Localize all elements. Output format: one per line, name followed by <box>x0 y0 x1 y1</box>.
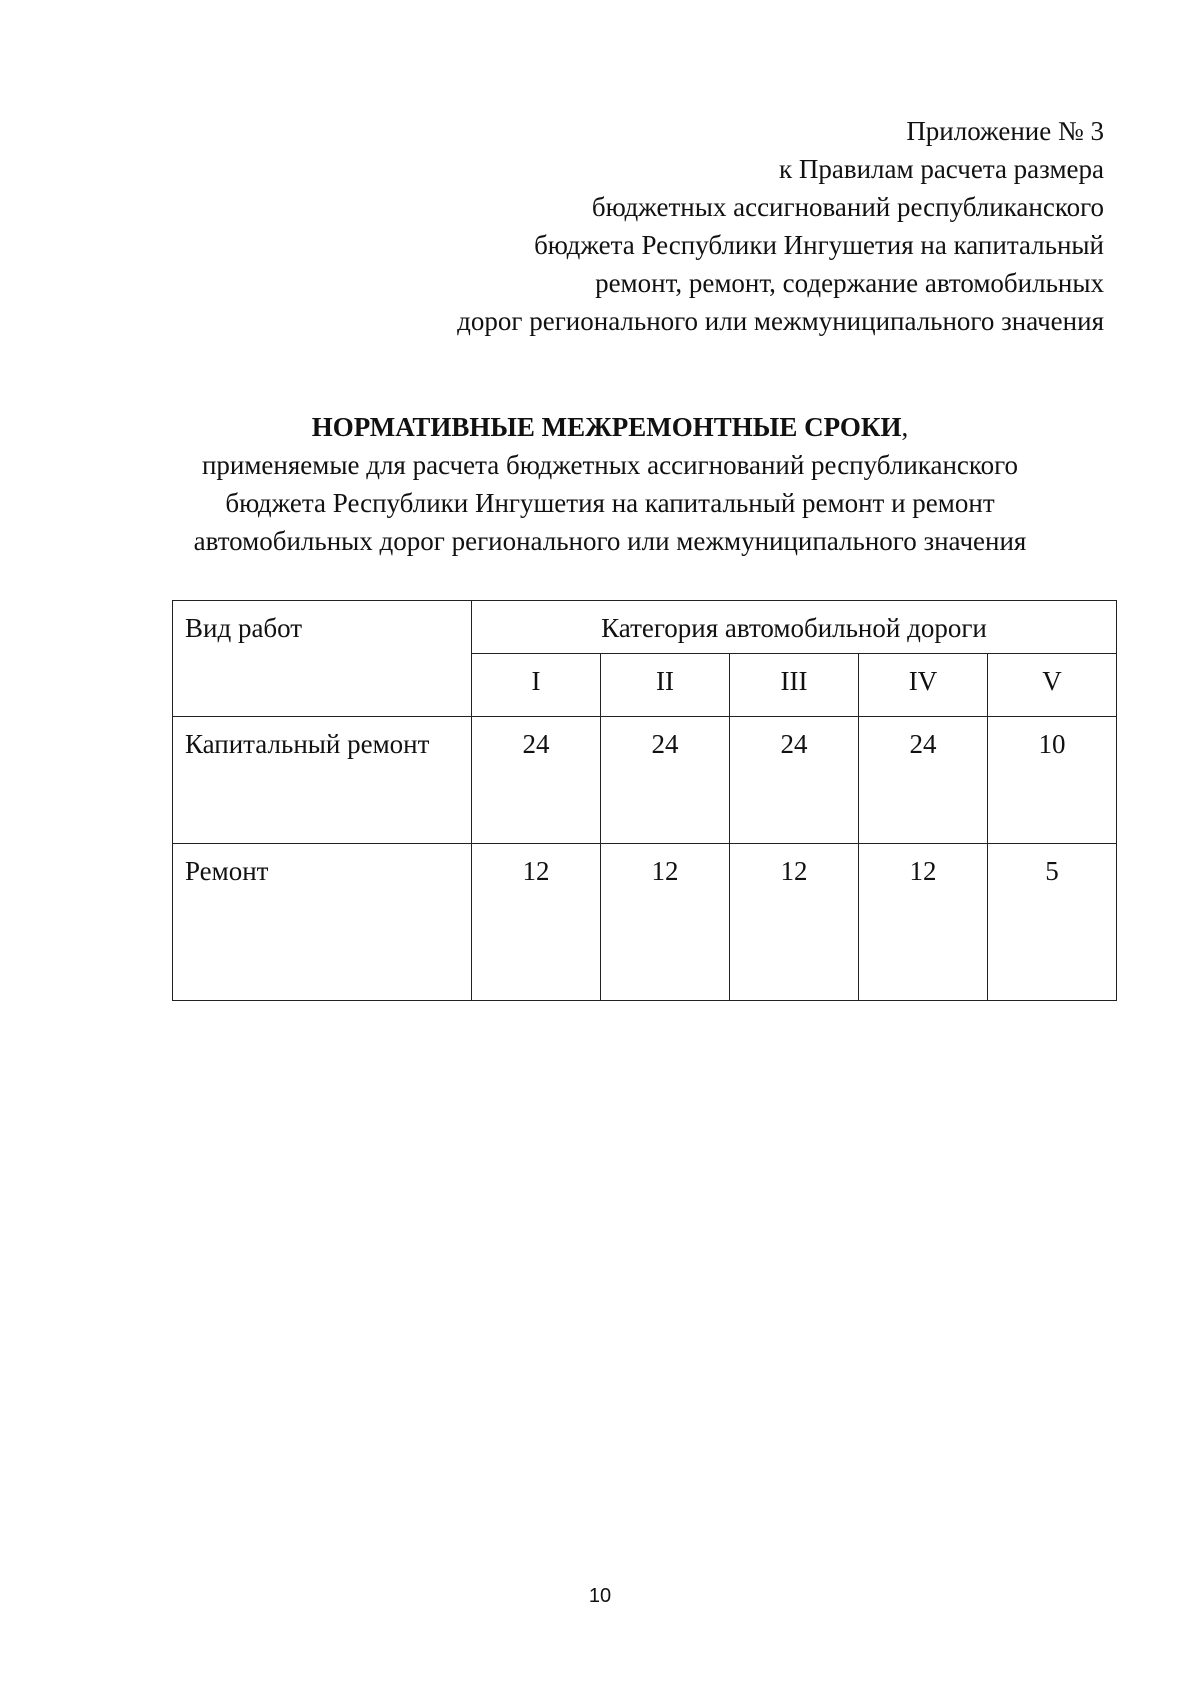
work-type-label: Ремонт <box>185 856 269 886</box>
appendix-line: ремонт, ремонт, содержание автомобильных <box>595 268 1104 298</box>
cell-work-type <box>173 844 472 1001</box>
header-cell-category-i <box>472 654 601 717</box>
appendix-line: Приложение № 3 <box>906 116 1104 146</box>
category-label: I <box>531 666 541 696</box>
value-text: 12 <box>522 856 550 886</box>
subtitle-line: автомобильных дорог регионального или межмуниципального значения <box>193 526 1027 556</box>
header-category-label: Категория автомобильной дороги <box>601 613 987 643</box>
subtitle-line: бюджета Республики Ингушетия на капитальный ремонт и ремонт <box>225 488 995 518</box>
appendix-line: бюджета Республики Ингушетия на капитальный <box>534 230 1104 260</box>
page-number: 10 <box>588 1585 612 1607</box>
value-text: 5 <box>1045 856 1059 886</box>
document-title-text: НОРМАТИВНЫЕ МЕЖРЕМОНТНЫЕ СРОКИ <box>311 412 902 442</box>
category-label: IV <box>908 666 938 696</box>
value-text: 12 <box>780 856 808 886</box>
appendix-line: к Правилам расчета размера <box>778 154 1104 184</box>
document-title-block <box>150 408 1070 560</box>
value-text: 12 <box>909 856 937 886</box>
cell-value <box>730 844 859 1001</box>
header-cell-category-iii <box>730 654 859 717</box>
table-row <box>173 844 1117 1001</box>
value-text: 24 <box>909 729 937 759</box>
cell-value <box>601 844 730 1001</box>
cell-work-type <box>173 717 472 844</box>
category-label: II <box>656 666 674 696</box>
appendix-header <box>457 112 1104 340</box>
header-cell-work-type <box>173 601 472 717</box>
document-title-comma: , <box>901 412 909 442</box>
cell-value <box>988 717 1117 844</box>
table-row <box>173 717 1117 844</box>
header-cell-category <box>472 601 1117 654</box>
document-subtitle <box>150 446 1070 560</box>
cell-value <box>472 844 601 1001</box>
cell-value <box>472 717 601 844</box>
header-cell-category-ii <box>601 654 730 717</box>
appendix-line: дорог регионального или межмуниципального значения <box>457 306 1104 336</box>
value-text: 12 <box>651 856 679 886</box>
appendix-line: бюджетных ассигнований республиканского <box>591 192 1104 222</box>
header-work-type-label: Вид работ <box>185 613 303 643</box>
document-title <box>150 408 1070 446</box>
value-text: 10 <box>1038 729 1066 759</box>
cell-value <box>730 717 859 844</box>
repair-intervals-table <box>172 600 1117 1001</box>
work-type-label: Капитальный ремонт <box>185 729 430 759</box>
table-header-row <box>173 601 1117 654</box>
cell-value <box>988 844 1117 1001</box>
header-cell-category-v <box>988 654 1117 717</box>
cell-value <box>859 717 988 844</box>
value-text: 24 <box>651 729 679 759</box>
value-text: 24 <box>780 729 808 759</box>
category-label: V <box>1042 666 1062 696</box>
header-cell-category-iv <box>859 654 988 717</box>
category-label: III <box>780 666 808 696</box>
subtitle-line: применяемые для расчета бюджетных ассигнований республиканского <box>201 450 1019 480</box>
cell-value <box>601 717 730 844</box>
value-text: 24 <box>522 729 550 759</box>
cell-value <box>859 844 988 1001</box>
